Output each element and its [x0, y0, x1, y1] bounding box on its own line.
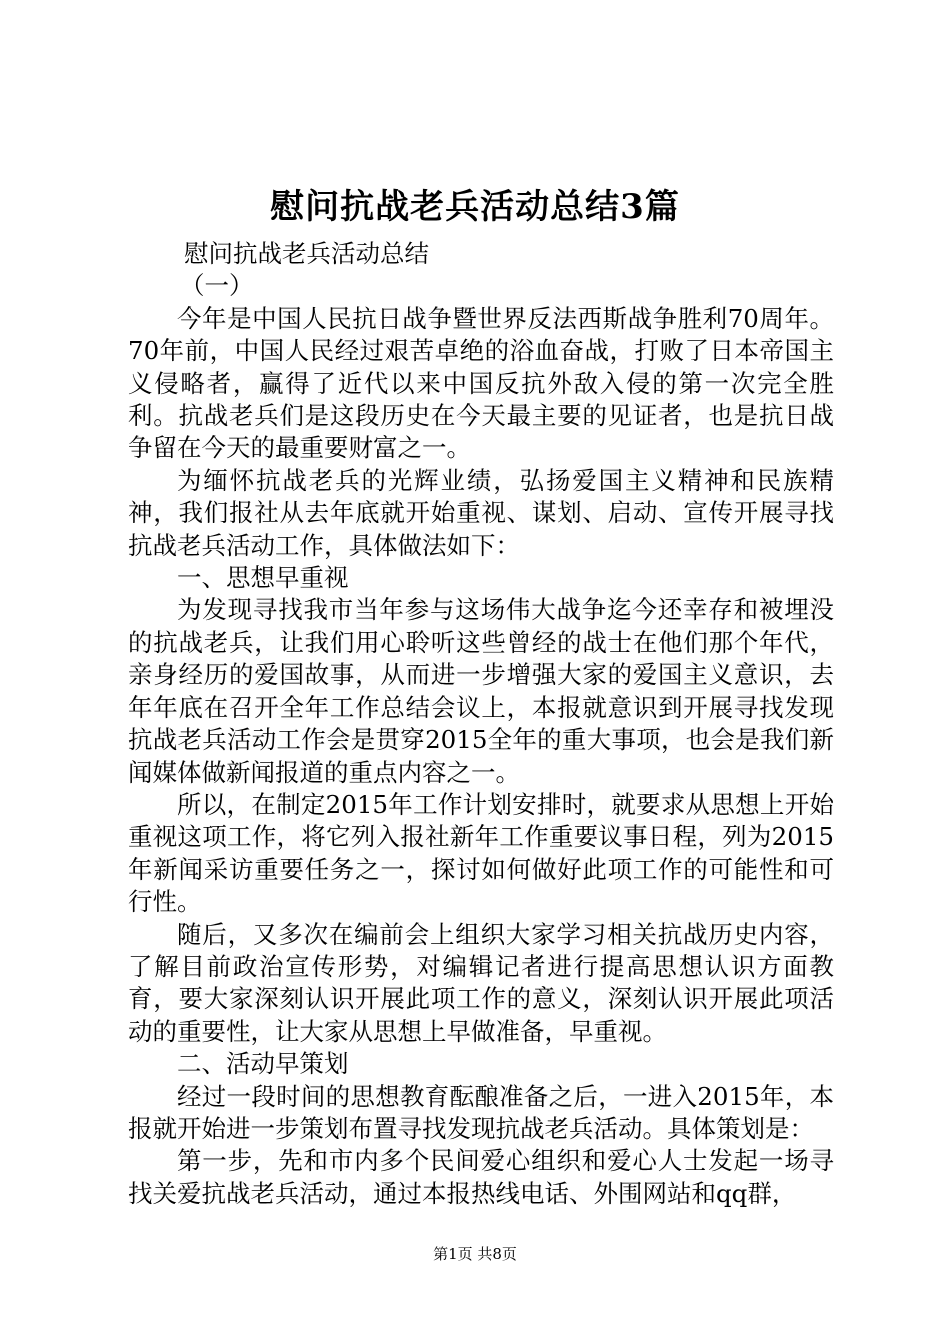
paragraph: 经过一段时间的思想教育酝酿准备之后，一进入2015年，本报就开始进一步策划布置寻找发现抗战老兵活动。具体策划是：	[128, 1081, 834, 1143]
section-number: （一）	[180, 271, 254, 301]
section-heading: 一、思想早重视	[177, 563, 349, 593]
paragraph: 为缅怀抗战老兵的光辉业绩，弘扬爱国主义精神和民族精神，我们报社从去年底就开始重视、谋划、启动、宣传开展寻找抗战老兵活动工作，具体做法如下：	[128, 465, 834, 560]
paragraph: 为发现寻找我市当年参与这场伟大战争迄今还幸存和被埋没的抗战老兵，让我们用心聆听这些曾经的战士在他们那个年代，亲身经历的爱国故事，从而进一步增强大家的爱国主义意识，去年年底在召开全年工作总结会议上，本报就意识到开展寻找发现抗战老兵活动工作会是贯穿2015全年的重大事项，也会是我们新闻媒体做新闻报道的重点内容之一。	[128, 595, 834, 787]
document-title: 慰问抗战老兵活动总结3篇	[270, 187, 680, 227]
page-footer: 第1页 共8页	[433, 1245, 517, 1263]
paragraph: 今年是中国人民抗日战争暨世界反法西斯战争胜利70周年。70年前，中国人民经过艰苦卓绝的浴血奋战，打败了日本帝国主义侵略者，赢得了近代以来中国反抗外敌入侵的第一次完全胜利。抗战老兵们是这段历史在今天最主要的见证者，也是抗日战争留在今天的最重要财富之一。	[128, 303, 834, 463]
paragraph: 所以，在制定2015年工作计划安排时，就要求从思想上开始重视这项工作，将它列入报社新年工作重要议事日程，列为2015年新闻采访重要任务之一，探讨如何做好此项工作的可能性和可行性。	[128, 789, 834, 917]
document-subtitle: 慰问抗战老兵活动总结	[184, 239, 429, 268]
paragraph: 随后，又多次在编前会上组织大家学习相关抗战历史内容，了解目前政治宣传形势，对编辑记者进行提高思想认识方面教育，要大家深刻认识开展此项工作的意义，深刻认识开展此项活动的重要性，让大家从思想上早做准备，早重视。	[128, 919, 834, 1046]
section-heading: 二、活动早策划	[177, 1049, 349, 1079]
paragraph: 第一步，先和市内多个民间爱心组织和爱心人士发起一场寻找关爱抗战老兵活动，通过本报热线电话、外围网站和qq群，	[128, 1146, 834, 1208]
document-body	[128, 238, 834, 1210]
